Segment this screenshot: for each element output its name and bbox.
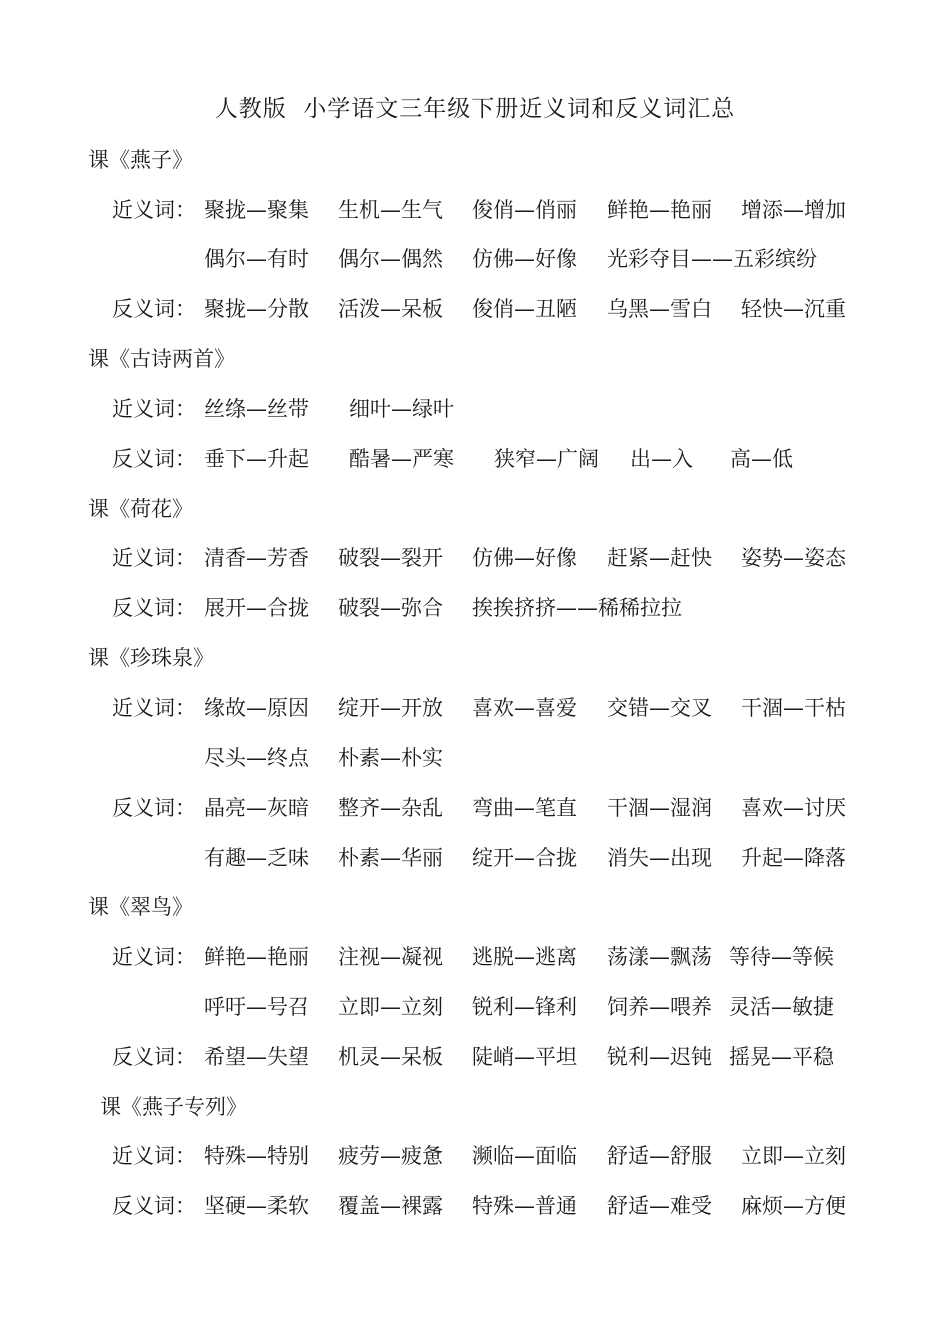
word-pair: 聚拢—分散: [204, 297, 309, 321]
word-pair: 破裂—裂开: [338, 546, 443, 570]
word-pair: 喜欢—讨厌: [741, 796, 846, 820]
synonym-label: 近义词：: [112, 198, 196, 222]
synonym-label: 近义词：: [112, 546, 196, 570]
word-pair: 活泼—呆板: [338, 297, 443, 321]
word-pair: 出—入: [630, 447, 693, 471]
word-pair: 消失—出现: [607, 846, 712, 870]
synonym-label: 近义词：: [112, 696, 196, 720]
word-pair: 升起—降落: [741, 846, 846, 870]
word-pair: 乌黑—雪白: [607, 297, 712, 321]
word-pair: 俊俏—俏丽: [472, 198, 577, 222]
word-pair: 注视—凝视: [338, 945, 443, 969]
antonym-label: 反义词：: [112, 596, 196, 620]
word-pair: 锐利—迟钝: [607, 1045, 712, 1069]
antonym-label: 反义词：: [112, 447, 196, 471]
lesson-heading: 课《珍珠泉》: [88, 646, 214, 670]
word-pair: 轻快—沉重: [741, 297, 846, 321]
word-pair: 破裂—弥合: [338, 596, 443, 620]
word-pair: 摇晃—平稳: [729, 1045, 834, 1069]
word-pair: 呼吁—号召: [204, 995, 309, 1019]
word-pair: 覆盖—裸露: [338, 1194, 443, 1218]
word-pair: 缘故—原因: [204, 696, 309, 720]
word-pair: 挨挨挤挤——稀稀拉拉: [472, 596, 682, 620]
word-pair: 饲养—喂养: [607, 995, 712, 1019]
word-pair: 光彩夺目——五彩缤纷: [607, 247, 817, 271]
word-pair: 高—低: [730, 447, 793, 471]
word-pair: 偶尔—偶然: [338, 247, 443, 271]
word-pair: 赶紧—赶快: [607, 546, 712, 570]
word-pair: 交错—交叉: [607, 696, 712, 720]
word-pair: 干涸—干枯: [741, 696, 846, 720]
word-pair: 有趣—乏味: [204, 846, 309, 870]
word-pair: 鲜艳—艳丽: [607, 198, 712, 222]
document-title: 人教版 小学语文三年级下册近义词和反义词汇总: [214, 96, 736, 122]
word-pair: 狭窄—广阔: [494, 447, 599, 471]
word-pair: 仿佛—好像: [472, 247, 577, 271]
word-pair: 偶尔—有时: [204, 247, 309, 271]
word-pair: 姿势—姿态: [741, 546, 846, 570]
synonym-label: 近义词：: [112, 1144, 196, 1168]
word-pair: 机灵—呆板: [338, 1045, 443, 1069]
word-pair: 聚拢—聚集: [204, 198, 309, 222]
word-pair: 等待—等候: [729, 945, 834, 969]
word-pair: 麻烦—方便: [741, 1194, 846, 1218]
word-pair: 朴素—朴实: [338, 746, 443, 770]
word-pair: 绽开—开放: [338, 696, 443, 720]
word-pair: 增添—增加: [741, 198, 846, 222]
word-pair: 特殊—特别: [204, 1144, 309, 1168]
word-pair: 酷暑—严寒: [349, 447, 454, 471]
word-pair: 立即—立刻: [338, 995, 443, 1019]
word-pair: 绽开—合拢: [472, 846, 577, 870]
word-pair: 展开—合拢: [204, 596, 309, 620]
word-pair: 希望—失望: [204, 1045, 309, 1069]
word-pair: 弯曲—笔直: [472, 796, 577, 820]
antonym-label: 反义词：: [112, 1045, 196, 1069]
word-pair: 陡峭—平坦: [472, 1045, 577, 1069]
word-pair: 清香—芳香: [204, 546, 309, 570]
word-pair: 朴素—华丽: [338, 846, 443, 870]
word-pair: 鲜艳—艳丽: [204, 945, 309, 969]
word-pair: 濒临—面临: [472, 1144, 577, 1168]
word-pair: 干涸—湿润: [607, 796, 712, 820]
word-pair: 生机—生气: [338, 198, 443, 222]
antonym-label: 反义词：: [112, 297, 196, 321]
word-pair: 锐利—锋利: [472, 995, 577, 1019]
word-pair: 疲劳—疲惫: [338, 1144, 443, 1168]
word-pair: 仿佛—好像: [472, 546, 577, 570]
word-pair: 荡漾—飘荡: [607, 945, 712, 969]
synonym-label: 近义词：: [112, 397, 196, 421]
lesson-heading: 课《燕子》: [88, 148, 193, 172]
word-pair: 垂下—升起: [204, 447, 309, 471]
word-pair: 晶亮—灰暗: [204, 796, 309, 820]
antonym-label: 反义词：: [112, 796, 196, 820]
lesson-heading: 课《古诗两首》: [88, 347, 235, 371]
word-pair: 舒适—难受: [607, 1194, 712, 1218]
antonym-label: 反义词：: [112, 1194, 196, 1218]
word-pair: 细叶—绿叶: [349, 397, 454, 421]
word-pair: 特殊—普通: [472, 1194, 577, 1218]
word-pair: 喜欢—喜爱: [472, 696, 577, 720]
word-pair: 俊俏—丑陋: [472, 297, 577, 321]
word-pair: 丝绦—丝带: [204, 397, 309, 421]
word-pair: 坚硬—柔软: [204, 1194, 309, 1218]
word-pair: 立即—立刻: [741, 1144, 846, 1168]
lesson-heading: 课《翠鸟》: [88, 895, 193, 919]
word-pair: 尽头—终点: [204, 746, 309, 770]
synonym-label: 近义词：: [112, 945, 196, 969]
word-pair: 逃脱—逃离: [472, 945, 577, 969]
word-pair: 灵活—敏捷: [729, 995, 834, 1019]
lesson-heading: 课《荷花》: [88, 497, 193, 521]
word-pair: 舒适—舒服: [607, 1144, 712, 1168]
word-pair: 整齐—杂乱: [338, 796, 443, 820]
lesson-heading: 课《燕子专列》: [100, 1095, 247, 1119]
